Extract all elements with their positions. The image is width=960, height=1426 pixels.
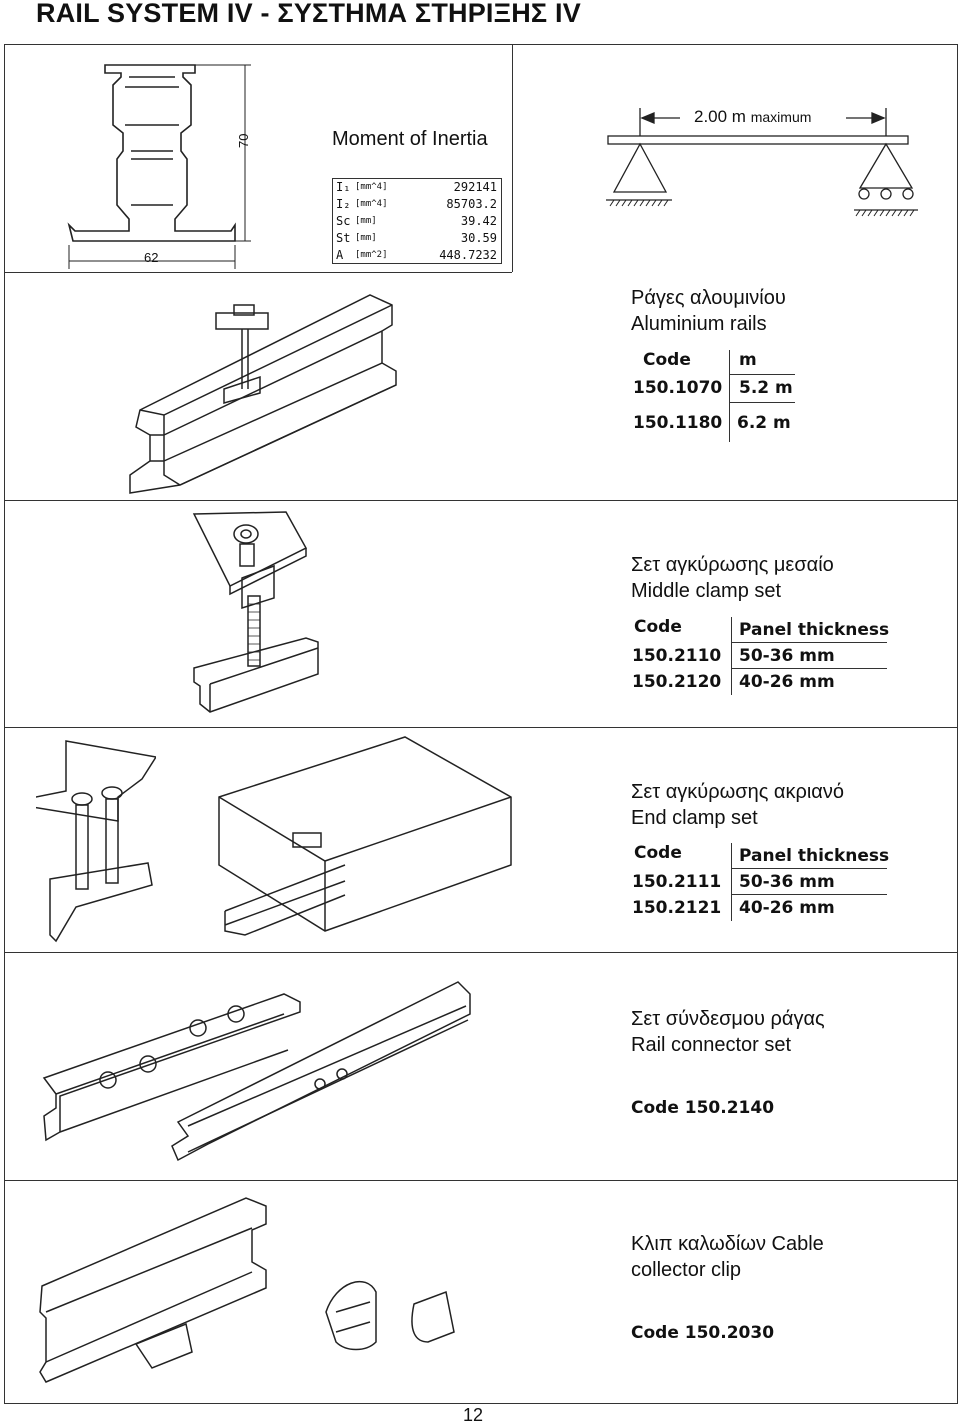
end-clamp-panel-drawing — [215, 735, 515, 940]
section-divider — [4, 1180, 958, 1181]
connector-code: Code 150.2140 — [631, 1098, 775, 1118]
end-clamp-table-divider — [731, 843, 732, 921]
inertia-value: 448.7232 — [439, 248, 497, 262]
end-clamp-code-1: 150.2111 — [632, 872, 722, 892]
cable-clip-drawing — [36, 1192, 476, 1397]
span-diagram — [600, 100, 930, 220]
connector-title-en: Rail connector set — [631, 1034, 792, 1056]
inertia-symbol: Sc — [336, 214, 351, 228]
inertia-unit: [mm] — [355, 233, 377, 243]
inertia-heading: Moment of Inertia — [332, 128, 488, 150]
rails-length-2: 6.2 m — [737, 413, 791, 433]
rails-code-1: 150.1070 — [633, 378, 723, 398]
inertia-value: 30.59 — [460, 231, 497, 245]
cable-clip-code: Code 150.2030 — [631, 1323, 775, 1343]
inertia-row — [333, 214, 501, 230]
middle-clamp-table-rule — [731, 668, 887, 669]
middle-clamp-col-thickness: Panel thickness — [739, 620, 890, 640]
end-clamp-col-code: Code — [634, 843, 682, 863]
rails-col-code: Code — [643, 350, 691, 370]
inertia-value: 85703.2 — [446, 197, 497, 211]
cable-clip-title-line2: collector clip — [631, 1259, 742, 1281]
top-divider-vertical — [512, 44, 513, 272]
end-clamp-table-rule — [731, 894, 887, 895]
rails-col-m: m — [739, 350, 757, 370]
end-clamp-title-en: End clamp set — [631, 807, 758, 829]
inertia-value: 292141 — [453, 180, 497, 194]
end-clamp-title-gr: Σετ αγκύρωσης ακριανό — [631, 781, 844, 803]
middle-clamp-code-1: 150.2110 — [632, 646, 722, 666]
section-divider — [4, 952, 958, 953]
inertia-symbol: I₁ — [336, 180, 351, 194]
inertia-unit: [mm^4] — [355, 199, 388, 209]
section-divider — [4, 727, 958, 728]
middle-clamp-title-en: Middle clamp set — [631, 580, 782, 602]
rail-profile-drawing — [55, 55, 270, 270]
span-value: 2.00 m — [694, 107, 746, 126]
rail-with-clamp-drawing — [120, 285, 420, 500]
inertia-value: 39.42 — [460, 214, 497, 228]
top-divider-horizontal — [4, 272, 512, 273]
inertia-row — [333, 231, 501, 247]
end-clamp-drawing — [36, 735, 156, 950]
width-dimension: 62 — [144, 250, 159, 265]
middle-clamp-table-divider — [731, 617, 732, 695]
end-clamp-col-thickness: Panel thickness — [739, 846, 890, 866]
rails-table-rule — [729, 374, 795, 375]
page-title: RAIL SYSTEM IV - ΣΥΣΤΗΜΑ ΣΤΗΡΙΞΗΣ IV — [36, 0, 581, 28]
inertia-row — [333, 180, 501, 196]
rails-title-en: Aluminium rails — [631, 313, 767, 335]
end-clamp-code-2: 150.2121 — [632, 898, 722, 918]
section-divider — [4, 500, 958, 501]
span-unit-label: maximum — [750, 109, 812, 125]
inertia-symbol: I₂ — [336, 197, 351, 211]
inertia-row — [333, 248, 501, 264]
inertia-symbol: St — [336, 231, 351, 245]
rails-length-1: 5.2 m — [739, 378, 793, 398]
end-clamp-table-rule — [731, 868, 887, 869]
rails-code-2: 150.1180 — [633, 413, 723, 433]
middle-clamp-col-code: Code — [634, 617, 682, 637]
page-number: 12 — [463, 1405, 484, 1425]
rails-title-gr: Ράγες αλουμινίου — [631, 287, 786, 309]
height-dimension: 70 — [236, 133, 251, 148]
rails-table-divider — [729, 350, 730, 442]
end-clamp-thickness-1: 50-36 mm — [739, 872, 835, 892]
middle-clamp-drawing — [190, 508, 330, 718]
middle-clamp-title-gr: Σετ αγκύρωσης μεσαίο — [631, 554, 834, 576]
connector-title-gr: Σετ σύνδεσμου ράγας — [631, 1008, 825, 1030]
rails-table-rule — [729, 402, 795, 403]
inertia-unit: [mm] — [355, 216, 377, 226]
middle-clamp-thickness-1: 50-36 mm — [739, 646, 835, 666]
inertia-row — [333, 197, 501, 213]
rail-connector-drawing — [38, 976, 478, 1166]
middle-clamp-thickness-2: 40-26 mm — [739, 672, 835, 692]
end-clamp-thickness-2: 40-26 mm — [739, 898, 835, 918]
inertia-unit: [mm^2] — [355, 250, 388, 260]
cable-clip-title-line1: Κλιπ καλωδίων Cable — [631, 1233, 824, 1255]
middle-clamp-code-2: 150.2120 — [632, 672, 722, 692]
inertia-symbol: A — [336, 248, 344, 262]
inertia-table — [332, 178, 502, 264]
inertia-unit: [mm^4] — [355, 182, 388, 192]
middle-clamp-table-rule — [731, 642, 887, 643]
